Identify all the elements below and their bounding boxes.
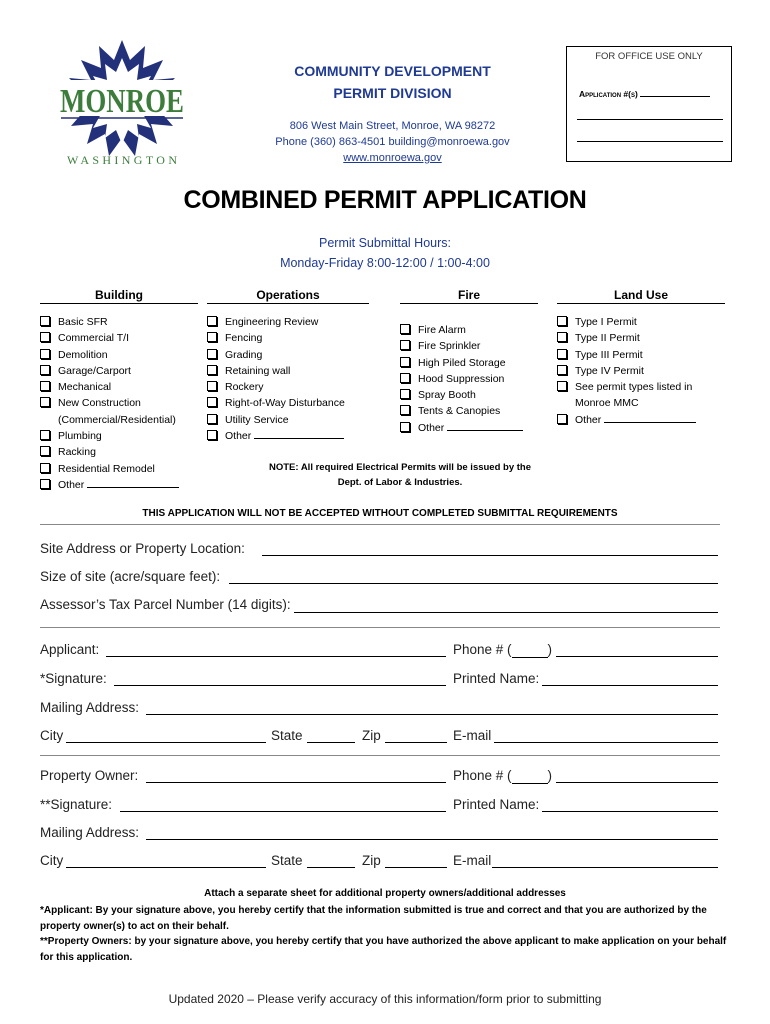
checkbox-hood-suppression[interactable]: Hood Suppression <box>400 371 538 387</box>
checkbox-tents-canopies[interactable]: Tents & Canopies <box>400 403 538 419</box>
checkbox-icon[interactable] <box>40 349 50 359</box>
checkbox-icon[interactable] <box>400 405 410 415</box>
checkbox-see-permit-types[interactable]: See permit types listed in <box>557 379 725 395</box>
checkbox-icon[interactable] <box>40 332 50 342</box>
applicant-printed-field[interactable] <box>542 685 718 686</box>
applicant-mailing-field[interactable] <box>146 714 718 715</box>
site-size-field[interactable] <box>229 583 718 584</box>
applicant-city-field[interactable] <box>66 742 266 743</box>
checkbox-icon[interactable] <box>40 463 50 473</box>
checkbox-icon[interactable] <box>207 381 217 391</box>
checkbox-icon[interactable] <box>557 414 567 424</box>
checkbox-fire-other[interactable]: Other <box>400 420 538 436</box>
checkbox-icon[interactable] <box>557 332 567 342</box>
checkbox-icon[interactable] <box>207 349 217 359</box>
hours-value: Monday-Friday 8:00-12:00 / 1:00-4:00 <box>280 256 490 270</box>
checkbox-icon[interactable] <box>400 389 410 399</box>
checkbox-type-iii[interactable]: Type III Permit <box>557 347 725 363</box>
building-other-field[interactable] <box>87 477 179 488</box>
checkbox-operations-other[interactable]: Other <box>207 428 369 444</box>
applicant-phone-label: Phone # ( ) <box>453 642 553 657</box>
website-link[interactable]: www.monroewa.gov <box>343 152 442 164</box>
owner-state-label: State <box>271 853 303 868</box>
checkbox-icon[interactable] <box>557 349 567 359</box>
new-construction-sub: (Commercial/Residential) <box>58 413 176 426</box>
checkbox-icon[interactable] <box>557 316 567 326</box>
owner-state-field[interactable] <box>307 867 355 868</box>
office-use-box <box>566 46 732 162</box>
applicant-state-label: State <box>271 728 303 743</box>
checkbox-basic-sfr[interactable]: Basic SFR <box>40 314 198 330</box>
checkbox-type-ii[interactable]: Type II Permit <box>557 330 725 346</box>
owner-certification: **Property Owners: by your signature above, you hereby certify that you have authorized the above applicant to make application on your behalf for this application. <box>40 936 727 963</box>
hours-label: Permit Submittal Hours: <box>319 236 451 250</box>
owner-mailing-label: Mailing Address: <box>40 825 140 840</box>
checkbox-retaining-wall[interactable]: Retaining wall <box>207 363 369 379</box>
checkbox-icon[interactable] <box>207 414 217 424</box>
checkbox-icon[interactable] <box>400 373 410 383</box>
checkbox-landuse-other[interactable]: Other <box>557 412 725 428</box>
checkbox-fencing[interactable]: Fencing <box>207 330 369 346</box>
division-name: PERMIT DIVISION <box>333 85 452 101</box>
owner-phone-field[interactable] <box>556 782 718 783</box>
monroe-logo <box>55 38 190 173</box>
checkbox-demolition[interactable]: Demolition <box>40 347 198 363</box>
checkbox-spray-booth[interactable]: Spray Booth <box>400 387 538 403</box>
operations-other-field[interactable] <box>254 428 344 439</box>
checkbox-grading[interactable]: Grading <box>207 347 369 363</box>
owner-printed-label: Printed Name: <box>453 797 540 812</box>
office-line[interactable] <box>577 141 723 142</box>
applicant-area-code-field[interactable] <box>512 642 548 658</box>
building-heading: Building <box>40 288 198 304</box>
landuse-heading: Land Use <box>557 288 725 304</box>
office-line[interactable] <box>577 119 723 120</box>
checkbox-plumbing[interactable]: Plumbing <box>40 428 198 444</box>
checkbox-residential-remodel[interactable]: Residential Remodel <box>40 461 198 477</box>
logo-state: WASHINGTON <box>67 153 177 167</box>
applicant-field[interactable] <box>106 656 446 657</box>
checkbox-icon[interactable] <box>207 430 217 440</box>
checkbox-icon[interactable] <box>40 316 50 326</box>
owner-mailing-field[interactable] <box>146 839 718 840</box>
checkbox-icon[interactable] <box>400 422 410 432</box>
applicant-signature-label: *Signature: <box>40 671 107 686</box>
attach-note: Attach a separate sheet for additional property owners/additional addresses <box>204 888 566 899</box>
checkbox-row-disturbance[interactable]: Right-of-Way Disturbance <box>207 395 369 411</box>
owner-signature-field[interactable] <box>120 811 446 812</box>
owner-field[interactable] <box>146 782 446 783</box>
checkbox-icon[interactable] <box>400 357 410 367</box>
checkbox-garage-carport[interactable]: Garage/Carport <box>40 363 198 379</box>
checkbox-commercial-ti[interactable]: Commercial T/I <box>40 330 198 346</box>
address: 806 West Main Street, Monroe, WA 98272 <box>289 120 496 132</box>
divider <box>40 627 720 628</box>
fire-heading: Fire <box>400 288 538 304</box>
header-contact <box>240 118 545 166</box>
checkbox-high-piled-storage[interactable]: High Piled Storage <box>400 355 538 371</box>
checkbox-racking[interactable]: Racking <box>40 444 198 460</box>
parcel-label: Assessor’s Tax Parcel Number (14 digits): <box>40 597 291 612</box>
applicant-phone-field[interactable] <box>556 656 718 657</box>
owner-area-code-field[interactable] <box>512 768 548 784</box>
applicant-signature-field[interactable] <box>114 685 446 686</box>
owner-city-label: City <box>40 853 64 868</box>
owner-signature-label: **Signature: <box>40 797 113 812</box>
applicant-printed-label: Printed Name: <box>453 671 540 686</box>
checkbox-fire-alarm[interactable]: Fire Alarm <box>400 322 538 338</box>
checkbox-icon[interactable] <box>207 332 217 342</box>
updated-notice: Updated 2020 – Please verify accuracy of this information/form prior to submitting <box>168 992 602 1006</box>
checkbox-utility-service[interactable]: Utility Service <box>207 412 369 428</box>
phone-email: Phone (360) 863-4501 building@monroewa.gov <box>275 136 510 148</box>
owner-zip-label: Zip <box>362 853 381 868</box>
submittal-warning: THIS APPLICATION WILL NOT BE ACCEPTED WITHOUT COMPLETED SUBMITTAL REQUIREMENTS <box>142 508 618 519</box>
checkbox-type-iv[interactable]: Type IV Permit <box>557 363 725 379</box>
checkbox-type-i[interactable]: Type I Permit <box>557 314 725 330</box>
applicant-email-label: E-mail <box>453 728 492 743</box>
owner-email-field[interactable] <box>492 867 718 868</box>
checkbox-icon[interactable] <box>400 324 410 334</box>
applicant-zip-label: Zip <box>362 728 381 743</box>
building-column <box>40 288 198 493</box>
landuse-other-field[interactable] <box>604 412 696 423</box>
checkbox-icon[interactable] <box>400 340 410 350</box>
divider <box>40 524 720 525</box>
checkbox-icon[interactable] <box>40 446 50 456</box>
applicant-email-field[interactable] <box>494 742 718 743</box>
checkbox-new-construction[interactable]: New Construction <box>40 395 198 411</box>
owner-phone-label: Phone # ( ) <box>453 768 553 783</box>
site-size-label: Size of site (acre/square feet): <box>40 569 221 584</box>
site-address-field[interactable] <box>262 555 718 556</box>
applicant-city-label: City <box>40 728 64 743</box>
fire-other-field[interactable] <box>447 420 523 431</box>
checkbox-engineering-review[interactable]: Engineering Review <box>207 314 369 330</box>
office-use-title: FOR OFFICE USE ONLY <box>595 51 703 62</box>
checkbox-icon[interactable] <box>40 479 50 489</box>
logo-word: MONROE <box>60 83 184 120</box>
divider <box>40 755 720 756</box>
owner-city-field[interactable] <box>66 867 266 868</box>
checkbox-icon[interactable] <box>207 365 217 375</box>
checkbox-icon[interactable] <box>40 365 50 375</box>
checkbox-icon[interactable] <box>40 430 50 440</box>
owner-email-label: E-mail <box>453 853 492 868</box>
see-permit-types-sub: Monroe MMC <box>575 397 639 410</box>
operations-heading: Operations <box>207 288 369 304</box>
applicant-mailing-label: Mailing Address: <box>40 700 140 715</box>
checkbox-mechanical[interactable]: Mechanical <box>40 379 198 395</box>
dept-name: COMMUNITY DEVELOPMENT <box>294 63 491 79</box>
site-address-label: Site Address or Property Location: <box>40 541 245 556</box>
checkbox-icon[interactable] <box>207 316 217 326</box>
fire-column <box>400 288 538 436</box>
application-number-label: Application #(s) <box>579 89 638 99</box>
operations-column <box>207 288 369 444</box>
checkbox-building-other[interactable]: Other <box>40 477 198 493</box>
electrical-note: NOTE: All required Electrical Permits will be issued by the Dept. of Labor & Industries. <box>268 462 532 488</box>
page-title: COMBINED PERMIT APPLICATION <box>183 186 587 214</box>
header-titles <box>240 60 545 104</box>
applicant-label: Applicant: <box>40 642 100 657</box>
applicant-zip-field[interactable] <box>385 742 447 743</box>
checkbox-icon[interactable] <box>40 397 50 407</box>
parcel-field[interactable] <box>294 612 718 613</box>
checkbox-icon[interactable] <box>557 381 567 391</box>
checkbox-rockery[interactable]: Rockery <box>207 379 369 395</box>
owner-printed-field[interactable] <box>542 811 718 812</box>
checkbox-icon[interactable] <box>40 381 50 391</box>
applicant-certification: *Applicant: By your signature above, you hereby certify that the information submitted is true and correct and that you are authorized by the property owner(s) to act on their behalf. <box>40 905 707 932</box>
applicant-state-field[interactable] <box>307 742 355 743</box>
landuse-column <box>557 288 725 428</box>
owner-zip-field[interactable] <box>385 867 447 868</box>
checkbox-icon[interactable] <box>207 397 217 407</box>
application-number-field[interactable] <box>579 87 710 99</box>
checkbox-fire-sprinkler[interactable]: Fire Sprinkler <box>400 338 538 354</box>
owner-label: Property Owner: <box>40 768 139 783</box>
checkbox-icon[interactable] <box>557 365 567 375</box>
